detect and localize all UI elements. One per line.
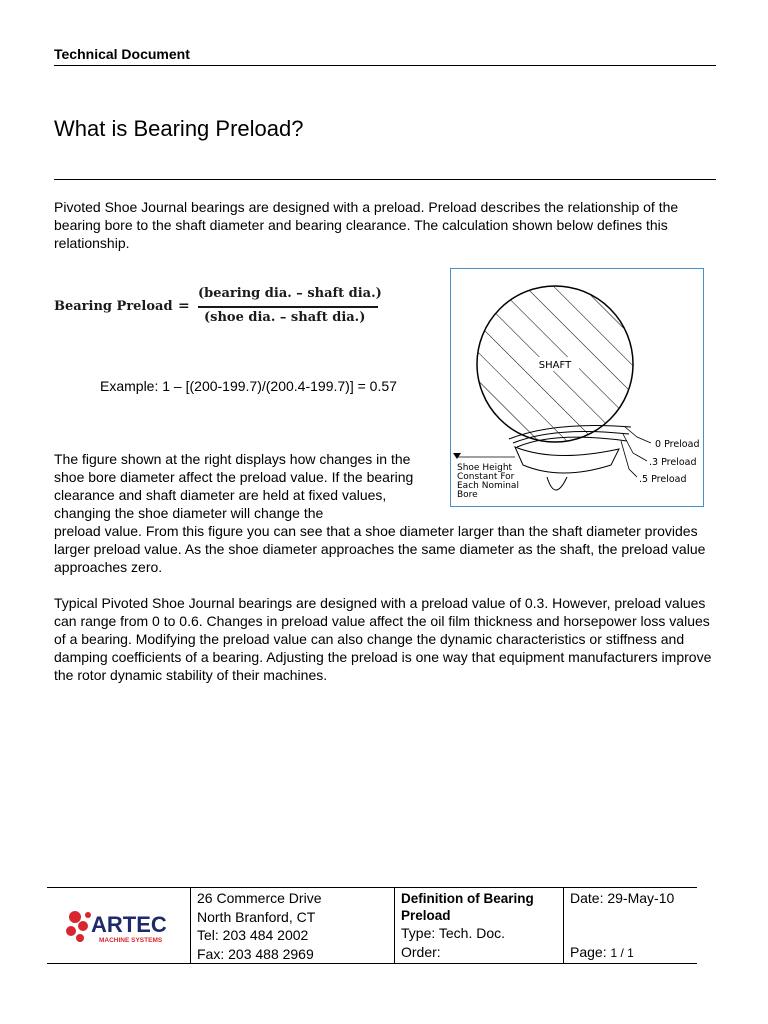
shoe-note-line-4: Bore	[457, 490, 478, 500]
shoe-note-line-3: Each Nominal	[457, 481, 519, 491]
page-label: Page:	[570, 944, 611, 960]
shoe-note-line-1: Shoe Height	[457, 463, 513, 473]
shoe-body	[515, 447, 619, 490]
preload-label-3: .3 Preload	[649, 457, 697, 468]
gear-icon	[66, 911, 91, 942]
logo-wordmark: ARTEC	[91, 912, 167, 937]
logo-subtitle: MACHINE SYSTEMS	[99, 937, 163, 944]
page-number	[570, 944, 634, 960]
document-definition-cell	[394, 888, 563, 963]
document-header-label: Technical Document	[54, 46, 190, 62]
figure-explanation-continued: preload value. From this figure you can see that a shoe diameter larger than the shaft diameter provides larger preload value. As the shoe diameter approaches the same diameter as the shaft, the preload value approaches zero.	[54, 523, 706, 575]
typical-preload-paragraph: Typical Pivoted Shoe Journal bearings are designed with a preload value of 0.3. However, preload values can range from 0 to 0.6. Changes in preload value affect the oil film thickness and horsepower loss values of a bearing. Modifying the preload value can also change the dynamic characteristics or stiffness and damping coefficients of a bearing. Adjusting the preload is one way that equipment manufacturers improve the rotor dynamic stability of their machines.	[54, 595, 712, 683]
formula-denominator: (shoe dia. – shaft dia.)	[204, 310, 366, 325]
title-divider	[54, 179, 716, 180]
preload-formula	[54, 286, 384, 330]
preload-leaders	[621, 427, 651, 477]
header-divider	[54, 65, 716, 66]
fax-line: Fax: 203 488 2969	[197, 945, 314, 962]
shoe-height-arrow	[453, 453, 515, 459]
document-order: Order:	[401, 944, 441, 960]
figure-explanation-paragraph: The figure shown at the right displays how changes in the shoe bore diameter affect the preload value. If the bearing clearance and shaft diameter are held at fixed values, changing the shoe diameter will change the	[54, 451, 414, 521]
artec-logo	[61, 904, 177, 950]
formula-equals: =	[178, 298, 190, 314]
page-value: 1 / 1	[610, 946, 634, 960]
document-definition-title: Definition of Bearing Preload	[401, 891, 534, 923]
preload-label-0: 0 Preload	[655, 439, 700, 450]
shoe-note-line-2: Constant For	[457, 472, 515, 482]
document-footer	[47, 887, 697, 964]
formula-numerator: (bearing dia. – shaft dia.)	[198, 286, 382, 301]
phone-line: Tel: 203 484 2002	[197, 927, 309, 943]
formula-fraction-bar	[198, 306, 378, 308]
document-date: Date: 29-May-10	[570, 890, 675, 906]
intro-paragraph: Pivoted Shoe Journal bearings are designed with a preload. Preload describes the relationship of the bearing bore to the shaft diameter and bearing clearance. The calculation shown below defines this relationship.	[54, 199, 679, 251]
address-cell	[190, 888, 394, 963]
preload-diagram	[451, 269, 705, 508]
preload-label-5: .5 Preload	[639, 474, 687, 485]
date-page-cell	[563, 888, 697, 963]
page-title: What is Bearing Preload?	[54, 116, 304, 141]
shaft-label: SHAFT	[538, 360, 572, 371]
document-type: Type: Tech. Doc.	[401, 925, 506, 941]
address-line: North Branford, CT	[197, 908, 316, 925]
bearing-preload-figure	[450, 268, 704, 507]
formula-lhs: Bearing Preload	[54, 299, 173, 314]
example-calculation: Example: 1 – [(200-199.7)/(200.4-199.7)] = 0.57	[100, 378, 397, 394]
address-line: 26 Commerce Drive	[197, 890, 322, 906]
